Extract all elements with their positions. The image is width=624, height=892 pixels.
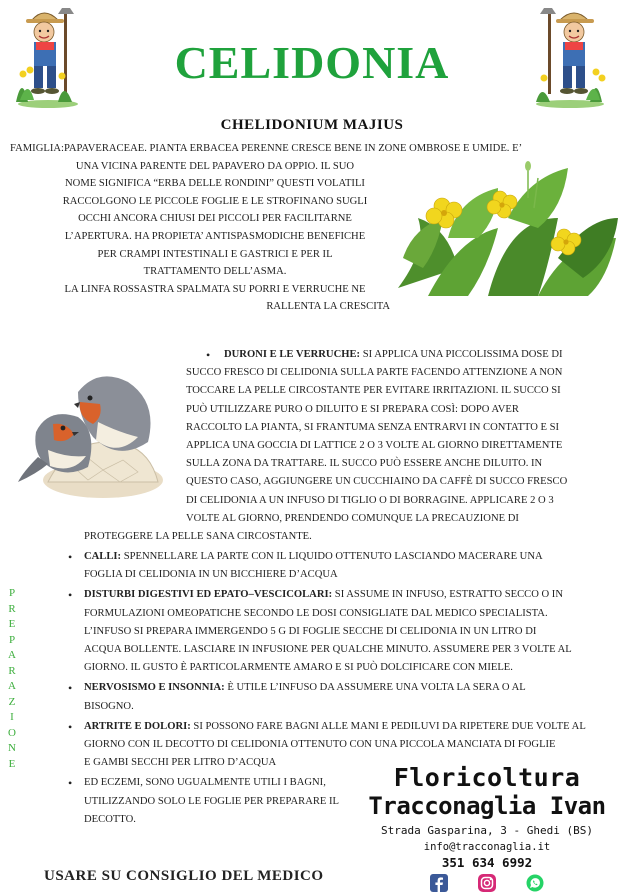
use-label: NERVOSISMO E INSONNIA: (84, 682, 225, 694)
social-icons (352, 874, 622, 892)
celandine-plant-image (388, 158, 620, 298)
page-title: CELIDONIA (174, 37, 450, 88)
use-label: CALLI: (84, 551, 122, 562)
use-text-line: GIORNO CON IL DECOTTO DI CELIDONIA OTTENUTO CON UNA PICCOLA MANCIATA DI FOGLIE (84, 739, 556, 751)
use-label: DURONI E LE VERRUCHE: (224, 349, 361, 360)
vertical-letter: A (8, 680, 16, 692)
use-text-line: E GAMBI SECCHI PER LITRO D’ACQUA (84, 757, 277, 769)
use-text-line: BISOGNO. (84, 700, 134, 712)
use-label: ARTRITE E DOLORI: (84, 720, 191, 732)
brand-name-line2: Tracconaglia Ivan (368, 792, 606, 820)
use-nervosismo-insonnia (68, 679, 604, 715)
use-disturbi-digestivi (68, 586, 604, 677)
vertical-letter: I (10, 711, 14, 723)
vertical-letter: N (8, 742, 16, 754)
use-label: DISTURBI DIGESTIVI ED EPATO–VESCICOLARI: (84, 589, 333, 601)
intro-line: PER CRAMPI INTESTINALI E GASTRICI E PER IL (97, 248, 333, 260)
preparazione-vertical-label (4, 586, 20, 772)
intro-line: NOME SIGNIFICA “ERBA DELLE RONDINI” QUESTI VOLATILI (65, 178, 365, 190)
use-text-line: ACQUA BOLLENTE. LASCIARE IN INFUSIONE PER QUALCHE MINUTO. ASSUMERE PER 3 VOLTE AL (84, 644, 572, 656)
brand-block (352, 764, 622, 892)
use-text-line: È UTILE L’INFUSO DA ASSUMERE UNA VOLTA LA SERA O AL (227, 682, 526, 694)
brand-email[interactable]: info@tracconaglia.it (423, 841, 551, 853)
bullet: • (68, 681, 73, 696)
intro-line: RALLENTA LA CRESCITA (266, 301, 390, 313)
intro-text (10, 140, 523, 316)
use-text-line: RACCOLTO LA PIANTA, SI FRANTUMA SENZA ENTRARVI IN CONTATTO E SI (186, 421, 560, 433)
use-calli (68, 548, 604, 584)
use-text-line: ED ECZEMI, SONO UGUALMENTE UTILI I BAGNI, (84, 777, 326, 789)
vertical-letter: R (8, 664, 16, 677)
swallows-figurine-image (8, 362, 173, 502)
intro-line: TRATTAMENTO DELL’ASMA. (143, 266, 287, 278)
intro-line: RACCOLGONO LE PICCOLE FOGLIE E LE STROFINANO SUGLI (62, 195, 368, 207)
bullet: • (68, 719, 73, 734)
vertical-letter: P (8, 633, 16, 646)
vertical-letter: E (8, 757, 16, 770)
use-text-line: QUESTO CASO, AGGIUNGERE UN CUCCHIAINO DA CAFFÈ DI SUCCO FRESCO (186, 476, 568, 488)
brand-phone[interactable]: 351 634 6992 (441, 855, 533, 870)
use-text-line: SI POSSONO FARE BAGNI ALLE MANI E PEDILUVI DA RIPETERE DUE VOLTE AL (193, 720, 586, 732)
intro-line: OCCHI ANCORA CHIUSI DEI PICCOLI PER FACILITARNE (78, 213, 352, 225)
vertical-letter: R (8, 602, 16, 615)
use-text-line: TOCCARE LA PELLE CIRCOSTANTE PER EVITARE IRRITAZIONI. IL SUCCO SI (186, 385, 561, 397)
bullet: • (68, 776, 73, 791)
whatsapp-icon[interactable] (526, 874, 544, 892)
vertical-letter: A (8, 649, 16, 661)
intro-line: UNA VICINA PARENTE DEL PAPAVERO DA OPPIO. IL SUO (75, 160, 355, 172)
use-text-line: GIORNO. IL GUSTO È PARTICOLARMENTE AMARO E SI PUÒ DOLCIFICARE CON MIELE. (84, 662, 513, 674)
brand-address: Strada Gasparina, 3 - Ghedi (BS) (381, 824, 593, 837)
use-text-line: SPENNELLARE LA PARTE CON IL LIQUIDO OTTENUTO LASCIANDO MACERARE UNA (123, 551, 543, 562)
use-text-line: SI ASSUME IN INFUSO, ESTRATTO SECCO O IN (334, 589, 563, 601)
intro-line: FAMIGLIA:PAPAVERACEAE. PIANTA ERBACEA PERENNE CRESCE BENE IN ZONE OMBROSE E UMIDE. E’ (10, 143, 523, 154)
brand-name-line1: Floricoltura (393, 763, 581, 792)
use-text-line: L’INFUSO SI PREPARA IMMERGENDO 5 G DI FOGLIE SECCHE DI CELIDONIA IN UN LITRO DI (84, 625, 537, 637)
intro-line: L’APERTURA. HA PROPIETA’ ANTISPASMODICHE BENEFICHE (64, 230, 366, 242)
use-text-line: SULLA ZONA DA TRATTARE. IL SUCCO PUÒ ESSERE ANCHE DILUITO. IN (186, 458, 543, 470)
medical-advice-footer: USARE SU CONSIGLIO DEL MEDICO (44, 868, 324, 884)
use-text-line: VOLTE AL GIORNO, PRENDENDO COMUNQUE LA PRECAUZIONE DI (186, 512, 519, 524)
use-text-line: FORMULAZIONI OMEOPATICHE SECONDO LE DOSI CONSIGLIATE DAL MEDICO SPECIALISTA. (84, 607, 548, 619)
use-text-line: PROTEGGERE LA PELLE SANA CIRCOSTANTE. (84, 531, 312, 542)
vertical-letter: P (8, 587, 16, 599)
use-text-line: DI CELIDONIA A UN INFUSO DI TIGLIO O DI BORRAGINE. APPLICARE 2 O 3 (186, 494, 554, 506)
vertical-letter: Z (8, 695, 16, 708)
vertical-letter: E (8, 618, 16, 630)
bullet: • (206, 348, 211, 362)
vertical-letter: O (8, 726, 16, 739)
use-text-line: FOGLIA DI CELIDONIA IN UN BICCHIERE D’ACQUA (84, 569, 338, 581)
use-text-line: DECOTTO. (84, 813, 136, 825)
use-text-line: APPLICA UNA GOCCIA DI LATTICE 2 O 3 VOLTE AL GIORNO DIRETTAMENTE (186, 440, 563, 452)
facebook-icon[interactable] (430, 874, 448, 892)
use-duroni-verruche (186, 346, 606, 528)
use-text-line: PUÒ UTILIZZARE PURO O DILUITO E SI PREPARA COSÌ: DOPO AVER (186, 403, 519, 415)
bullet: • (68, 550, 73, 564)
botanical-name: CHELIDONIUM MAJIUS (220, 117, 404, 133)
instagram-icon[interactable] (478, 874, 496, 892)
use-text-line: SI APPLICA UNA PICCOLISSIMA DOSE DI (362, 349, 563, 360)
bullet: • (68, 588, 73, 603)
use-text-line: UTILIZZANDO SOLO LE FOGLIE PER PREPARARE IL (84, 795, 340, 807)
intro-line: LA LINFA ROSSASTRA SPALMATA SU PORRI E VERRUCHE NE (64, 283, 366, 295)
use-text-line: SUCCO FRESCO DI CELIDONIA SULLA PARTE FACENDO ATTENZIONE A NON (186, 367, 563, 379)
